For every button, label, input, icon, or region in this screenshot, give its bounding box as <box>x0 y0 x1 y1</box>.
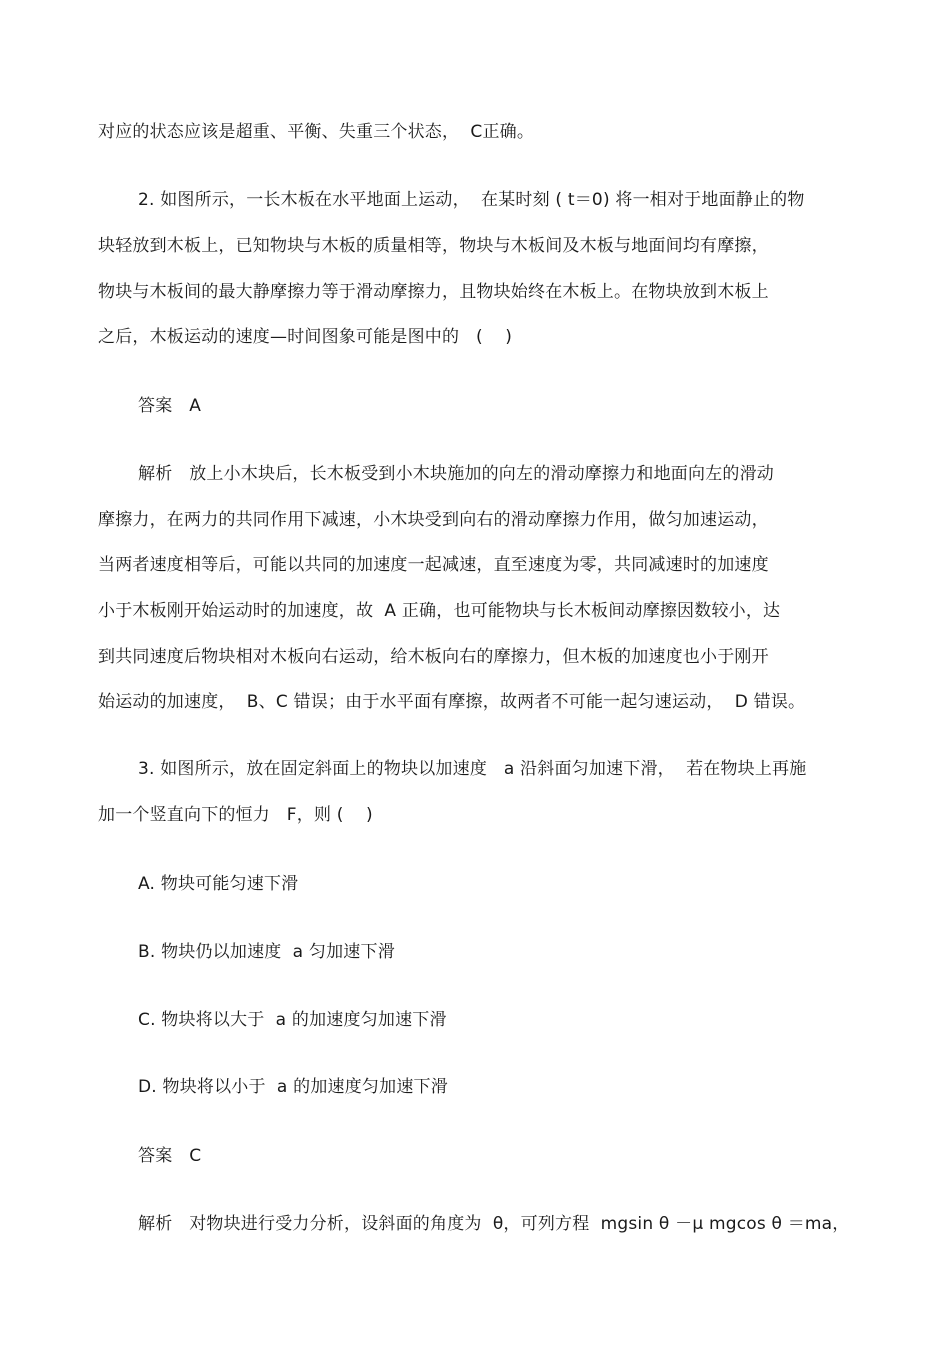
question-2-stem: 2. 如图所示，一长木板在水平地面上运动， 在某时刻 ( t＝0) 将一相对于地面静止的物 <box>138 190 805 210</box>
analysis-paragraph: 解析 放上小木块后，长木板受到小木块施加的向左的滑动摩擦力和地面向左的滑动 <box>138 464 775 484</box>
question-3-stem: 3. 如图所示，放在固定斜面上的物块以加速度 a 沿斜面匀加速下滑， 若在物块上再施 <box>138 759 807 779</box>
text-line: 块轻放到木板上，已知物块与木板的质量相等，物块与木板间及木板与地面间均有摩擦， <box>98 236 769 256</box>
option-b: B. 物块仍以加速度 a 匀加速下滑 <box>138 942 395 962</box>
option-c: C. 物块将以大于 a 的加速度匀加速下滑 <box>138 1010 447 1030</box>
text-line: 加一个竖直向下的恒力 F，则 ( ) <box>98 805 373 825</box>
text-line: 小于木板刚开始运动时的加速度，故 A 正确，也可能物块与长木板间动摩擦因数较小，达 <box>98 601 781 621</box>
answer-label: 答案 C <box>138 1146 202 1166</box>
analysis-paragraph: 解析 对物块进行受力分析，设斜面的角度为 θ，可列方程 mgsin θ －μ mgcos θ ＝ma， <box>138 1214 850 1234</box>
text-line: 当两者速度相等后，可能以共同的加速度一起减速，直至速度为零，共同减速时的加速度 <box>98 555 769 575</box>
option-a: A. 物块可能匀速下滑 <box>138 874 299 894</box>
text-line: 摩擦力，在两力的共同作用下减速，小木块受到向右的滑动摩擦力作用，做匀加速运动， <box>98 510 769 530</box>
answer-label: 答案 A <box>138 396 202 416</box>
text-line: 对应的状态应该是超重、平衡、失重三个状态， C正确。 <box>98 122 535 142</box>
option-d: D. 物块将以小于 a 的加速度匀加速下滑 <box>138 1077 448 1097</box>
text-line: 物块与木板间的最大静摩擦力等于滑动摩擦力，且物块始终在木板上。在物块放到木板上 <box>98 282 769 302</box>
text-line: 始运动的加速度， B、C 错误；由于水平面有摩擦，故两者不可能一起匀速运动， D 错误。 <box>98 692 806 712</box>
text-line: 到共同速度后物块相对木板向右运动，给木板向右的摩擦力，但木板的加速度也小于刚开 <box>98 647 769 667</box>
text-line: 之后，木板运动的速度—时间图象可能是图中的 ( ) <box>98 327 513 347</box>
